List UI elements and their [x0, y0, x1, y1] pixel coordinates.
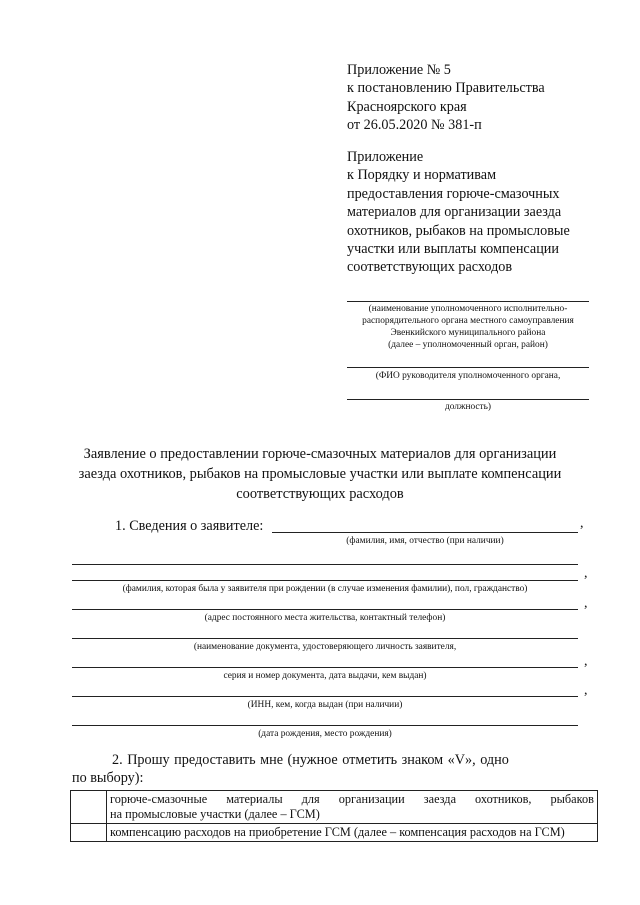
word: горюче-смазочные [110, 792, 208, 806]
identity-document-line[interactable] [72, 638, 578, 639]
section2-line1: 2. Прошу предоставить мне (нужное отметить знаком «V», одно [112, 752, 509, 768]
choice-row [71, 824, 598, 842]
appendix-line: от 26.05.2020 № 381-п [347, 117, 482, 134]
order-appendix-block [347, 148, 627, 277]
option-fuel [107, 791, 598, 824]
word: заезда [423, 792, 457, 806]
order-appendix-line: участки или выплаты компенсации [347, 241, 559, 258]
word: охотников, [475, 792, 532, 806]
birth-surname-caption: (фамилия, которая была у заявителя при рождении (в случае изменения фамилии), пол, гражданство) [122, 584, 528, 594]
head-caption: (ФИО руководителя уполномоченного органа, [375, 371, 561, 381]
word: материалы [226, 792, 283, 806]
option-fuel-line2: на промысловые участки (далее – ГСМ) [110, 807, 320, 821]
applicant-line-2[interactable] [72, 564, 578, 565]
order-appendix-line: предоставления горюче-смазочных [347, 185, 560, 202]
appendix-block [347, 61, 627, 135]
address-line[interactable] [72, 609, 578, 610]
organ-caption [335, 303, 601, 351]
section2-text [72, 751, 590, 788]
comma: , [584, 566, 588, 581]
word: организации [338, 792, 405, 806]
document-series-caption: серия и номер документа, дата выдачи, кем выдан) [223, 671, 427, 681]
checkbox-compensation[interactable] [71, 824, 107, 842]
document-title [40, 444, 600, 504]
applicant-name-line[interactable] [272, 532, 578, 533]
organ-name-line[interactable] [347, 301, 589, 302]
organ-caption-line: (далее – уполномоченный орган, район) [388, 340, 548, 350]
order-appendix-line: Приложение [347, 149, 424, 165]
option-compensation [107, 824, 598, 842]
address-caption: (адрес постоянного места жительства, контактный телефон) [204, 613, 446, 623]
option-compensation-line1: компенсацию расходов на приобретение ГСМ (далее – компенсация расходов на ГСМ) [110, 825, 565, 839]
comma: , [580, 516, 584, 531]
order-appendix-line: материалов для организации заезда [347, 204, 562, 221]
comma: , [584, 683, 588, 698]
organ-caption-line: распорядительного органа местного самоуправления [362, 316, 574, 326]
choice-table [70, 790, 598, 842]
title-line: заезда охотников, рыбаков на промысловые участки или выплате компенсации [78, 466, 562, 482]
document-series-line[interactable] [72, 667, 578, 668]
birth-surname-line[interactable] [72, 580, 578, 581]
comma: , [584, 596, 588, 611]
word: для [301, 792, 320, 806]
title-line: Заявление о предоставлении горюче-смазочных материалов для организации [83, 446, 557, 462]
organ-caption-line: Эвенкийского муниципального района [390, 328, 546, 338]
word: рыбаков [550, 792, 594, 806]
head-name-line[interactable] [347, 367, 589, 368]
order-appendix-line: к Порядку и нормативам [347, 167, 497, 184]
appendix-line: к постановлению Правительства [347, 80, 545, 97]
order-appendix-line: соответствующих расходов [347, 259, 513, 276]
section1-heading: 1. Сведения о заявителе: [115, 518, 264, 534]
identity-document-caption: (наименование документа, удостоверяющего личность заявителя, [193, 642, 457, 652]
applicant-name-caption: (фамилия, имя, отчество (при наличии) [346, 536, 504, 546]
title-line: соответствующих расходов [236, 486, 404, 502]
section2-line2: по выбору): [72, 770, 144, 787]
order-appendix-line: охотников, рыбаков на промысловые [347, 222, 570, 239]
comma: , [584, 654, 588, 669]
head-position-line[interactable] [347, 399, 589, 400]
option-fuel-line1 [110, 792, 594, 807]
appendix-line: Красноярского края [347, 98, 467, 115]
choice-row [71, 791, 598, 824]
birth-date-line[interactable] [72, 725, 578, 726]
appendix-line: Приложение № 5 [347, 62, 451, 78]
position-caption: должность) [444, 402, 492, 412]
inn-line[interactable] [72, 696, 578, 697]
birth-date-caption: (дата рождения, место рождения) [258, 729, 392, 739]
organ-caption-line: (наименование уполномоченного исполнительно- [368, 304, 568, 314]
checkbox-fuel[interactable] [71, 791, 107, 824]
inn-caption: (ИНН, кем, когда выдан (при наличии) [247, 700, 403, 710]
